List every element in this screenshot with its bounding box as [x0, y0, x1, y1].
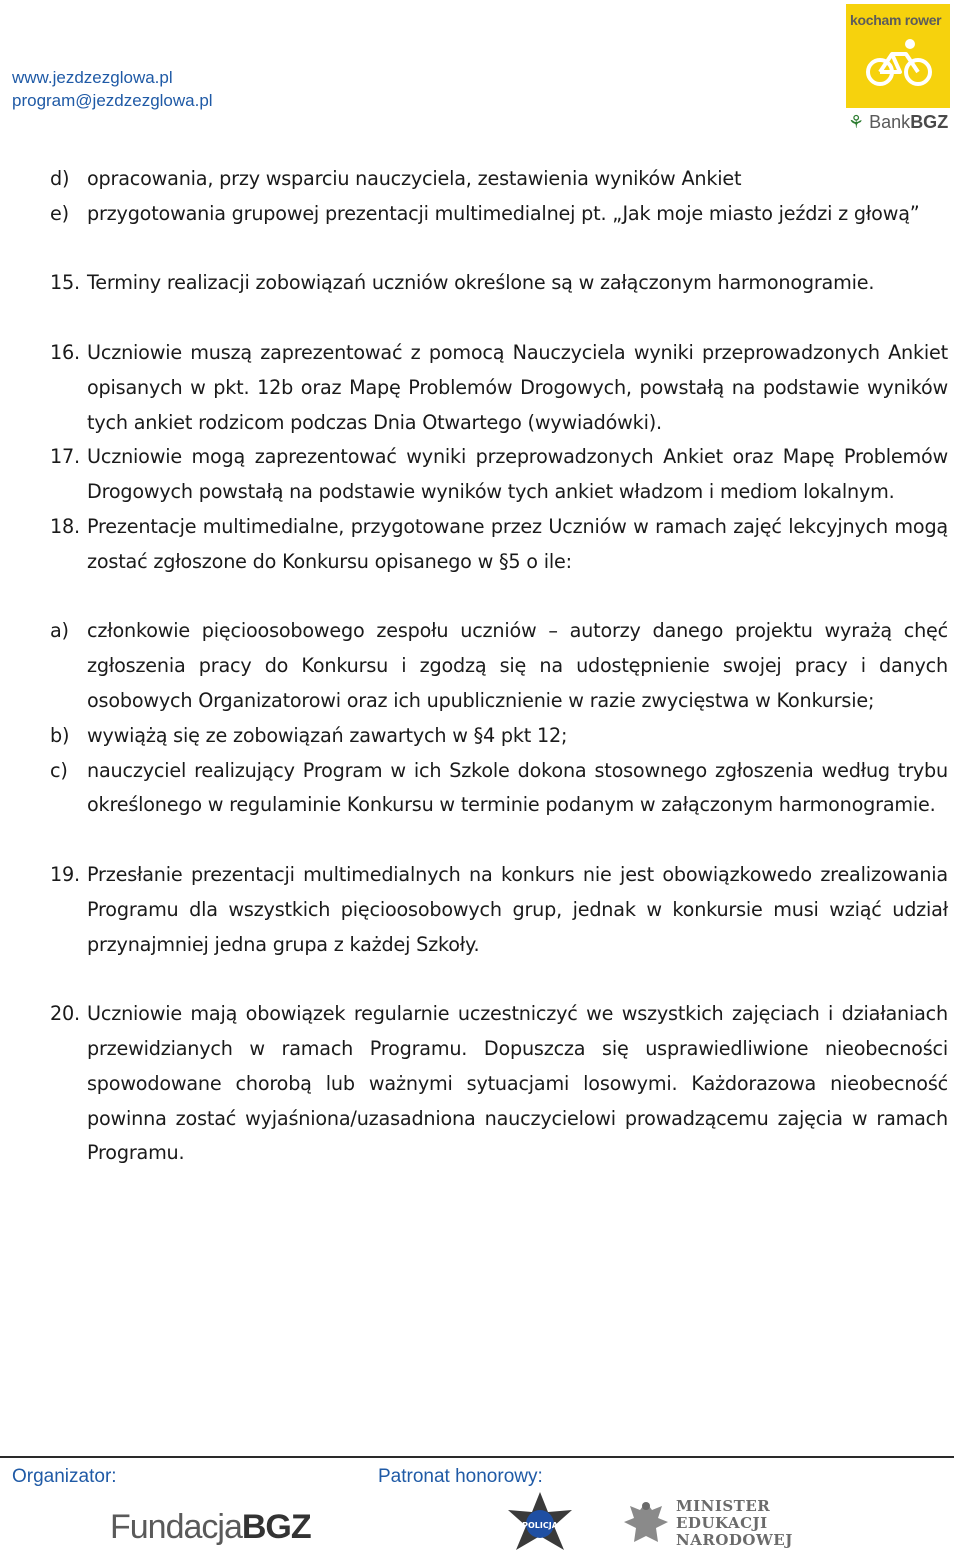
item-marker: 20.: [50, 1002, 80, 1026]
item-text: Uczniowie mogą zaprezentować wyniki przeprowadzonych Ankiet oraz Mapę Problemów Drogowych powstałą na podstawie wyników tych ankiet władzom i mediom lokalnym.: [87, 445, 948, 504]
item-marker: a): [50, 619, 69, 643]
eagle-emblem-icon: [622, 1498, 670, 1552]
item-marker: 17.: [50, 445, 80, 469]
header-contact: [12, 66, 213, 112]
item-text: nauczyciel realizujący Program w ich Szkole dokona stosownego zgłoszenia według trybu określonego w regulaminie Konkursu w terminie podanym w załączonym harmonogramie.: [87, 758, 948, 817]
item-marker: d): [50, 167, 70, 190]
spacer: [50, 580, 948, 615]
list-item: [50, 197, 948, 232]
item-text: Uczniowie mają obowiązek regularnie uczestniczyć we wszystkich zajęciach i działaniach przewidzianych w ramach Programu. Dopuszcza się usprawiedliwione nieobecności spowodowane chorobą lub ważnymi sytuacjami losowymi. Każdorazowa nieobecność powinna zostać wyjaśniona/uzasadniona nauczycielowi prowadzącemu zajęcia w ramach Programu.: [87, 1002, 948, 1165]
item-marker: c): [50, 758, 68, 782]
patron-label: Patronat honorowy:: [378, 1466, 543, 1487]
list-item: [50, 754, 948, 824]
item-text: Prezentacje multimedialne, przygotowane przez Uczniów w ramach zajęć lekcyjnych mogą zostać zgłoszone do Konkursu opisanego w §5 o ile:: [87, 514, 948, 573]
website-link[interactable]: www.jezdzezglowa.pl: [12, 68, 173, 87]
item-text: Terminy realizacji zobowiązań uczniów określone są w załączonym harmonogramie.: [87, 271, 875, 295]
bank-bgz-label: ⚘ BankBGZ: [848, 112, 949, 132]
logo-tagline: kocham rower: [850, 12, 942, 28]
list-item: [50, 162, 948, 197]
item-text: opracowania, przy wsparciu nauczyciela, zestawienia wyników Ankiet: [87, 167, 742, 190]
kocham-rower-logo: [846, 4, 950, 140]
item-text: przygotowania grupowej prezentacji multimedialnej pt. „Jak moje miasto jeździ z głową”: [87, 201, 920, 225]
police-text: POLICJA: [522, 1521, 558, 1530]
spacer: [50, 823, 948, 858]
ministry-logo-text: MINISTER EDUKACJI NARODOWEJ: [676, 1497, 793, 1549]
fundacja-bgz-logo: FundacjaBGZ: [110, 1508, 311, 1546]
list-item: [50, 266, 948, 301]
item-text: Przesłanie prezentacji multimedialnych na konkurs nie jest obowiązkowedo zrealizowania Programu dla wszystkich pięcioosobowych grup, jednak w konkursie musi wziąć udział przynajmniej jedna grupa z każdej Szkoły.: [87, 862, 948, 956]
item-marker: 15.: [50, 271, 80, 295]
bicycle-icon: [866, 38, 932, 88]
logo-yellow-block: [846, 4, 950, 108]
list-item: [50, 858, 948, 962]
item-marker: 16.: [50, 340, 80, 364]
document-body: [50, 162, 948, 1171]
organizer-label: Organizator:: [12, 1466, 117, 1487]
police-star-icon: [502, 1490, 578, 1558]
item-marker: e): [50, 201, 69, 225]
item-text: Uczniowie muszą zaprezentować z pomocą Nauczyciela wyniki przeprowadzonych Ankiet opisanych w pkt. 12b oraz Mapę Problemów Drogowych, powstałą na podstawie wyników tych ankiet rodzicom podczas Dnia Otwartego (wywiadówki).: [87, 340, 948, 434]
item-text: członkowie pięcioosobowego zespołu uczniów – autorzy danego projektu wyrażą chęć zgłoszenia pracy do Konkursu i zgodzą się na udostępnienie swojej pracy i danych osobowych Organizatorowi oraz ich upublicznienie w razie zwycięstwa w Konkursie;: [87, 619, 948, 712]
item-text: wywiążą się ze zobowiązań zawartych w §4 pkt 12;: [87, 723, 568, 747]
item-marker: b): [50, 723, 70, 747]
list-item: [50, 614, 948, 718]
spacer: [50, 962, 948, 997]
list-item: [50, 997, 948, 1171]
list-item: [50, 719, 948, 754]
footer-divider: [0, 1456, 954, 1458]
item-marker: 19.: [50, 862, 80, 886]
email-link[interactable]: program@jezdzezglowa.pl: [12, 91, 213, 110]
list-item: [50, 336, 948, 440]
spacer: [50, 301, 948, 336]
list-item: [50, 440, 948, 510]
spacer: [50, 232, 948, 267]
list-item: [50, 510, 948, 580]
item-marker: 18.: [50, 514, 80, 538]
